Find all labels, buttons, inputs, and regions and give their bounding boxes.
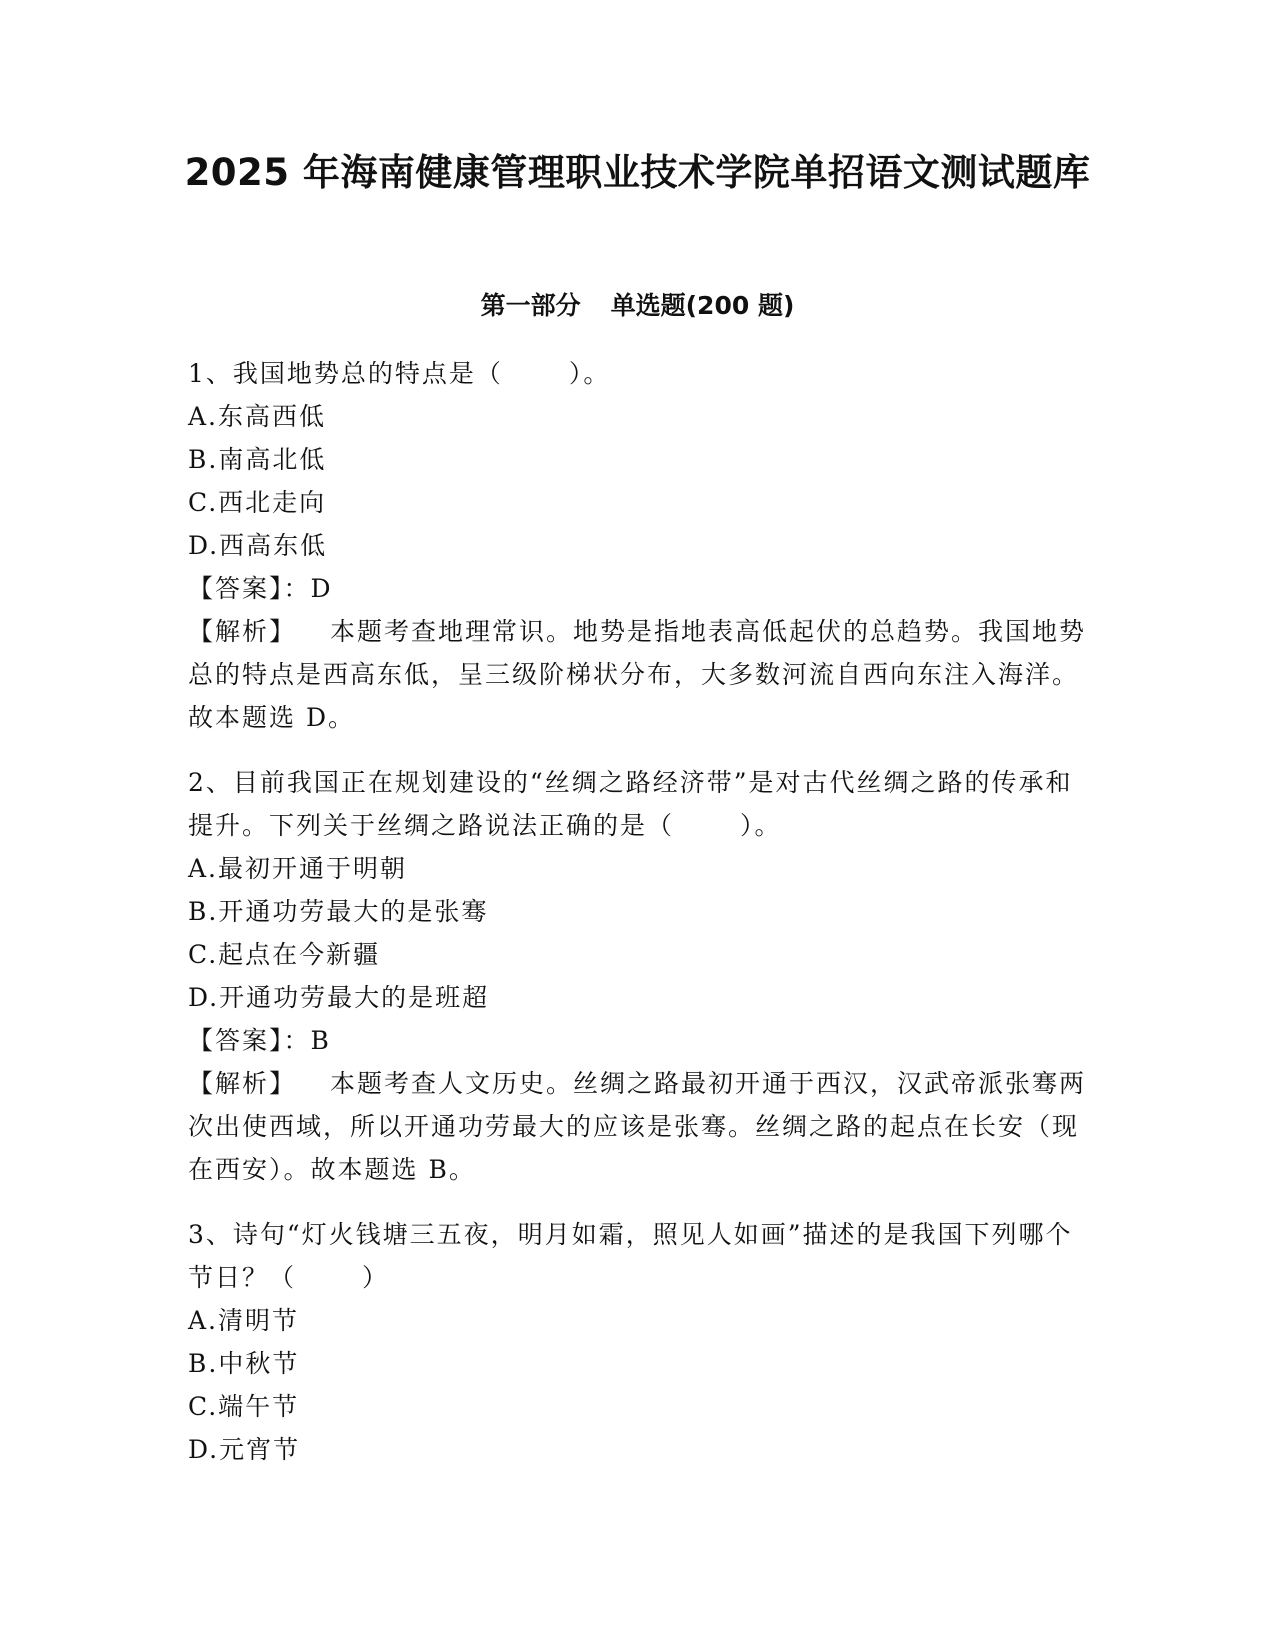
option-a: A.最初开通于明朝	[188, 854, 408, 883]
option-d: D.元宵节	[188, 1435, 301, 1464]
answer-value: D	[310, 574, 333, 603]
explanation	[188, 610, 1088, 739]
option-b: B.中秋节	[188, 1349, 300, 1378]
section-heading	[0, 288, 1275, 324]
question-3	[188, 1213, 1088, 1471]
answer-line	[188, 1019, 1088, 1062]
question-list	[188, 352, 1088, 1493]
option-c: C.西北走向	[188, 488, 327, 517]
option-d: D.西高东低	[188, 531, 328, 560]
explanation-text: 本题考查人文历史。丝绸之路最初开通于西汉，汉武帝派张骞两次出使西域，所以开通功劳最大的应该是张骞。丝绸之路的起点在长安（现在西安）。故本题选 B。	[188, 1069, 1087, 1184]
option-b: B.南高北低	[188, 445, 327, 474]
option-a: A.清明节	[188, 1306, 300, 1335]
answer-tag: 【答案】：	[188, 1026, 311, 1055]
question-stem: 3、诗句“灯火钱塘三五夜，明月如霜，照见人如画”描述的是我国下列哪个节日？（ ）	[188, 1220, 1073, 1292]
question-2	[188, 761, 1088, 1191]
explanation-tag: 【解析】	[188, 1069, 297, 1098]
section-part: 第一部分	[480, 291, 581, 320]
question-1	[188, 352, 1088, 739]
option-d: D.开通功劳最大的是班超	[188, 983, 490, 1012]
option-c: C.起点在今新疆	[188, 940, 381, 969]
explanation	[188, 1062, 1088, 1191]
option-b: B.开通功劳最大的是张骞	[188, 897, 489, 926]
question-stem: 1、我国地势总的特点是（ ）。	[188, 359, 611, 388]
explanation-text: 本题考查地理常识。地势是指地表高低起伏的总趋势。我国地势总的特点是西高东低，呈三级阶梯状分布，大多数河流自西向东注入海洋。故本题选 D。	[188, 617, 1087, 732]
option-a: A.东高西低	[188, 402, 327, 431]
question-stem: 2、目前我国正在规划建设的“丝绸之路经济带”是对古代丝绸之路的传承和提升。下列关于丝绸之路说法正确的是（ ）。	[188, 768, 1073, 840]
answer-value: B	[310, 1026, 331, 1055]
document-title: 2025 年海南健康管理职业技术学院单招语文测试题库	[184, 151, 1091, 194]
answer-line	[188, 567, 1088, 610]
section-name: 单选题(200 题)	[610, 291, 795, 320]
answer-tag: 【答案】：	[188, 574, 311, 603]
explanation-tag: 【解析】	[188, 617, 297, 646]
option-c: C.端午节	[188, 1392, 300, 1421]
